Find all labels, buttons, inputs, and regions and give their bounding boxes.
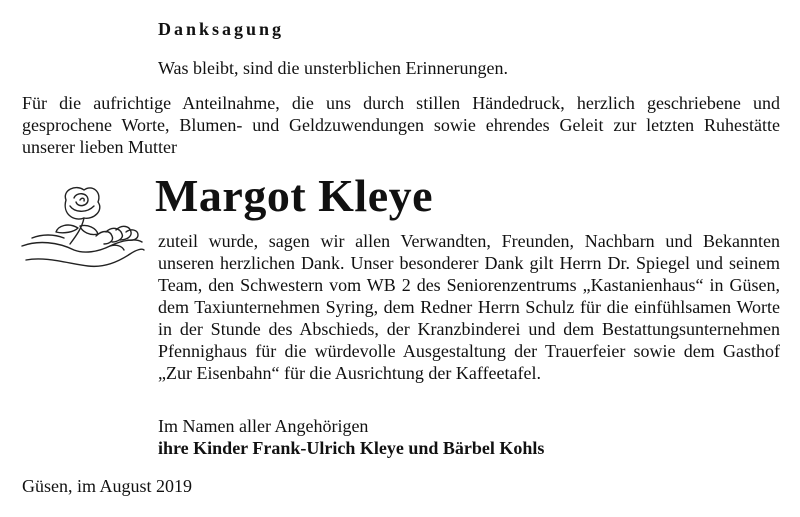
rose-in-hands-icon bbox=[18, 180, 148, 280]
notice-body-text: zuteil wurde, sagen wir allen Verwandten, Freunden, Nachbarn und Bekannten unseren herzlichen Dank. Unser besonderer Dank gilt Herrn Dr. Spiegel und seinem Team, den Schwestern vom WB 2 des Seniorenzentrums „Kastanienhaus“ in Güsen, dem Taxiunternehmen Syring, dem Redner Herrn Schulz für die einfühlsamen Worte in der Stunde des Abschieds, der Kranzbinderei und dem Bestattungsunternehmen Pfennighaus für die würdevolle Ausgestaltung der Trauerfeier sowie dem Gasthof „Zur Eisenbahn“ für die Ausrichtung der Kaffeetafel. bbox=[158, 231, 780, 383]
signoff-block bbox=[158, 415, 544, 459]
signers-line: ihre Kinder Frank-Ulrich Kleye und Bärbel Kohls bbox=[158, 438, 545, 458]
deceased-name: Margot Kleye bbox=[155, 170, 434, 221]
signoff-line: Im Namen aller Angehörigen bbox=[158, 416, 369, 436]
notice-intro-text: Für die aufrichtige Anteilnahme, die uns durch stillen Händedruck, herzlich geschriebene und gesprochene Worte, Blumen- und Geldzuwendungen sowie ehrendes Geleit zur letzten Ruhestätte unserer lieben Mutter bbox=[22, 93, 780, 157]
place-date: Güsen, im August 2019 bbox=[22, 476, 193, 496]
notice-motto: Was bleibt, sind die unsterblichen Erinnerungen. bbox=[158, 58, 508, 78]
notice-heading: Danksagung bbox=[158, 19, 285, 39]
